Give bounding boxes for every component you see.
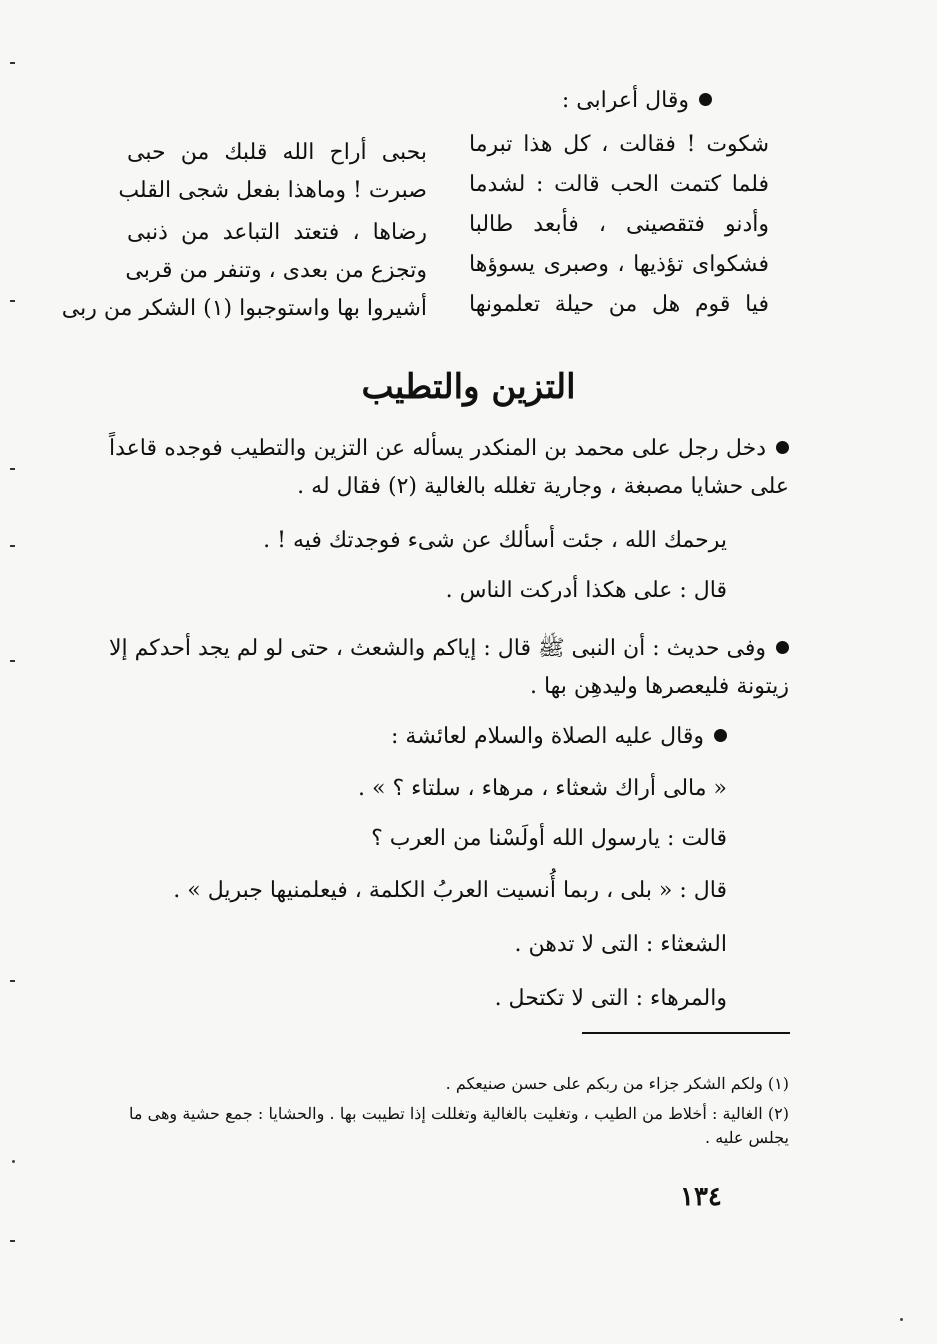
section-heading: التزين والتطيب [361,367,576,407]
margin-mark [10,545,15,547]
paragraph-text: وفى حديث : أن النبى ﷺ قال : إياكم والشعث ، حتى لو لم يجد أحدكم إلا زيتونة فليعصرها وليدهِن بها . [109,636,789,699]
margin-mark [10,468,15,470]
definition-line: الشعثاء : التى لا تدهن . [514,932,727,957]
intro-line [562,86,712,116]
poem-line-right: فلما كتمت الحب قالت : لشدما [469,172,769,197]
poem-line-right: شكوت ! فقالت ، كل هذا تبرما [469,132,769,157]
dialogue-line: قال : « بلى ، ربما أُنسيت العربُ الكلمة ، فيعلمنيها جبريل » . [173,878,727,903]
margin-mark [10,62,15,64]
aisha-line [391,722,727,752]
paragraph-text: دخل رجل على محمد بن المنكدر يسأله عن التزين والتطيب فوجده قاعداً على حشايا مصبغة ، وجارية تغلله بالغالية (٢) فقال له . [109,436,789,499]
poem-line-left: أشيروا بها واستوجبوا (١) الشكر من ربى [61,296,427,321]
paragraph-ibn-munkadir [109,430,789,506]
poem-line-right: وأدنو فتقصينى ، فأبعد طالبا [469,212,769,237]
poem-line-right: فيا قوم هل من حيلة تعلمونها [469,292,769,317]
aisha-text: وقال عليه الصلاة والسلام لعائشة : [391,724,704,749]
paragraph-hadith [109,630,789,706]
dialogue-line: يرحمك الله ، جئت أسألك عن شىء فوجدتك فيه ! . [263,528,727,553]
margin-mark [10,1240,15,1242]
page-number: ١٣٤ [680,1182,722,1212]
bullet-icon [699,93,712,106]
footnote: (٢) الغالية : أخلاط من الطيب ، وتغليت بالغالية وتغللت إذا تطيبت بها . والحشايا : جمع حشية وهى ما يجلس عليه . [129,1104,789,1147]
margin-mark [10,300,15,302]
dialogue-line: قالت : يارسول الله أولَسْنا من العرب ؟ [371,826,727,851]
margin-speck [900,1318,903,1321]
dialogue-line: قال : على هكذا أدركت الناس . [445,578,727,603]
footnote-separator [582,1032,790,1034]
poem-line-left: رضاها ، فتعتد التباعد من ذنبى [127,220,427,245]
margin-mark [10,660,15,662]
poem-line-left: بحبى أراح الله قلبك من حبى [127,140,427,165]
intro-text: وقال أعرابى : [561,88,689,113]
poem-line-left: وتجزع من بعدى ، وتنفر من قربى [125,258,427,283]
poem-line-left: صبرت ! وماهذا بفعل شجى القلب [118,178,427,203]
margin-speck [12,1160,15,1163]
margin-mark [10,980,15,982]
bullet-icon [776,641,789,654]
bullet-icon [714,729,727,742]
definition-line: والمرهاء : التى لا تكتحل . [494,986,727,1011]
poem-line-right: فشكواى تؤذيها ، وصبرى يسوؤها [469,252,769,277]
dialogue-line: « مالى أراك شعثاء ، مرهاء ، سلتاء ؟ » . [358,776,727,801]
bullet-icon [776,441,789,454]
footnote: (١) ولكم الشكر جزاء من ربكم على حسن صنيعكم . [445,1074,789,1093]
